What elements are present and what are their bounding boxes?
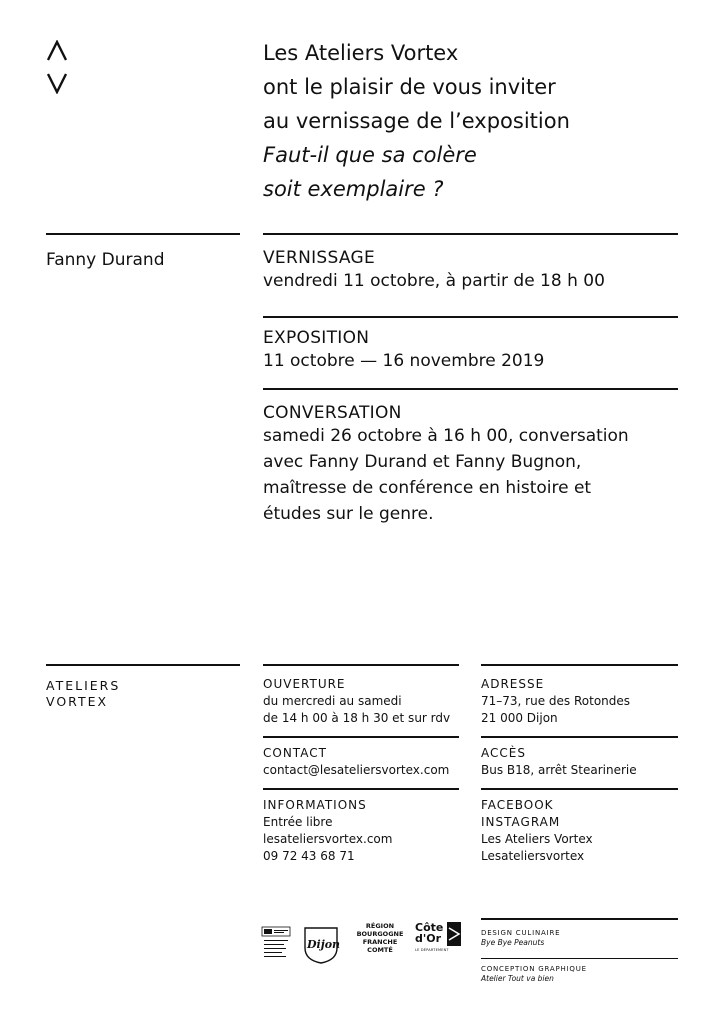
exposition-dates: 11 octobre — 16 novembre 2019	[263, 351, 545, 371]
vortex-logo-mark	[46, 40, 68, 94]
facebook-handle: Les Ateliers Vortex	[481, 832, 593, 846]
conversation-line: études sur le genre.	[263, 504, 434, 524]
informations-website: lesateliersvortex.com	[263, 832, 393, 846]
invitation-title	[263, 36, 703, 206]
cotedor-line: Côte	[415, 921, 444, 934]
region-line: BOURGOGNE	[356, 930, 404, 938]
cotedor-logo	[415, 922, 463, 964]
instagram-heading: INSTAGRAM	[481, 815, 561, 829]
contact-block	[263, 745, 473, 779]
title-line: ont le plaisir de vous inviter	[263, 75, 556, 99]
ouverture-line: de 14 h 00 à 18 h 30 et sur rdv	[263, 711, 451, 725]
exposition-section	[263, 328, 693, 374]
wordmark-line: VORTEX	[46, 694, 109, 709]
adresse-line: 21 000 Dijon	[481, 711, 558, 725]
region-logo	[355, 922, 405, 954]
artist-name: Fanny Durand	[46, 250, 165, 270]
divider	[46, 233, 240, 235]
region-line: FRANCHE	[362, 938, 398, 946]
conversation-line: maîtresse de conférence en histoire et	[263, 478, 592, 498]
divider	[263, 316, 678, 318]
ouverture-heading: OUVERTURE	[263, 677, 346, 691]
title-line: Les Ateliers Vortex	[263, 41, 459, 65]
prefet-logo	[261, 926, 291, 964]
chevrons-icon	[46, 40, 68, 94]
facebook-heading: FACEBOOK	[481, 798, 554, 812]
dijon-text: Dijon	[307, 938, 341, 951]
graphic-credit-name: Atelier Tout va bien	[481, 974, 554, 983]
region-line: COMTÉ	[367, 946, 393, 954]
graphic-credit	[481, 965, 681, 984]
informations-block	[263, 797, 463, 865]
ateliers-vortex-wordmark	[46, 678, 120, 710]
divider	[263, 788, 459, 790]
divider	[481, 736, 678, 738]
cotedor-mark-icon	[447, 922, 461, 946]
divider	[481, 958, 678, 959]
exposition-heading: EXPOSITION	[263, 328, 370, 348]
divider	[481, 788, 678, 790]
conversation-heading: CONVERSATION	[263, 403, 402, 423]
contact-email: contact@lesateliersvortex.com	[263, 763, 450, 777]
adresse-block	[481, 676, 681, 727]
social-block	[481, 797, 681, 865]
design-credit	[481, 929, 681, 948]
adresse-line: 71–73, rue des Rotondes	[481, 694, 631, 708]
exhibition-title-line: soit exemplaire ?	[263, 177, 444, 201]
instagram-handle: Lesateliersvortex	[481, 849, 585, 863]
informations-line: Entrée libre	[263, 815, 333, 829]
informations-heading: INFORMATIONS	[263, 798, 367, 812]
divider	[263, 388, 678, 390]
acces-block	[481, 745, 681, 779]
ouverture-block	[263, 676, 463, 727]
contact-heading: CONTACT	[263, 746, 327, 760]
vernissage-section	[263, 248, 693, 294]
title-line: au vernissage de l’exposition	[263, 109, 570, 133]
marianne-icon	[261, 926, 291, 964]
adresse-heading: ADRESSE	[481, 677, 545, 691]
informations-phone: 09 72 43 68 71	[263, 849, 355, 863]
cotedor-text	[415, 922, 443, 944]
region-line: RÉGION	[365, 922, 395, 930]
divider	[46, 664, 240, 666]
design-credit-heading: DESIGN CULINAIRE	[481, 929, 561, 937]
acces-heading: ACCÈS	[481, 746, 526, 760]
conversation-line: avec Fanny Durand et Fanny Bugnon,	[263, 452, 582, 472]
conversation-section	[263, 403, 693, 527]
exhibition-title-line: Faut-il que sa colère	[263, 143, 477, 167]
divider	[481, 664, 678, 666]
divider	[263, 233, 678, 235]
divider	[263, 664, 459, 666]
ouverture-line: du mercredi au samedi	[263, 694, 402, 708]
divider	[481, 918, 678, 920]
vernissage-heading: VERNISSAGE	[263, 248, 376, 268]
design-credit-name: Bye Bye Peanuts	[481, 938, 545, 947]
vernissage-date: vendredi 11 octobre, à partir de 18 h 00	[263, 271, 605, 291]
graphic-credit-heading: CONCEPTION GRAPHIQUE	[481, 965, 587, 973]
wordmark-line: ATELIERS	[46, 678, 121, 693]
cotedor-subtitle: LE DÉPARTEMENT	[415, 948, 449, 952]
divider	[263, 736, 459, 738]
cotedor-line: d'Or	[415, 932, 442, 945]
acces-line: Bus B18, arrêt Stearinerie	[481, 763, 637, 777]
dijon-logo	[303, 924, 339, 964]
conversation-line: samedi 26 octobre à 16 h 00, conversation	[263, 426, 629, 446]
